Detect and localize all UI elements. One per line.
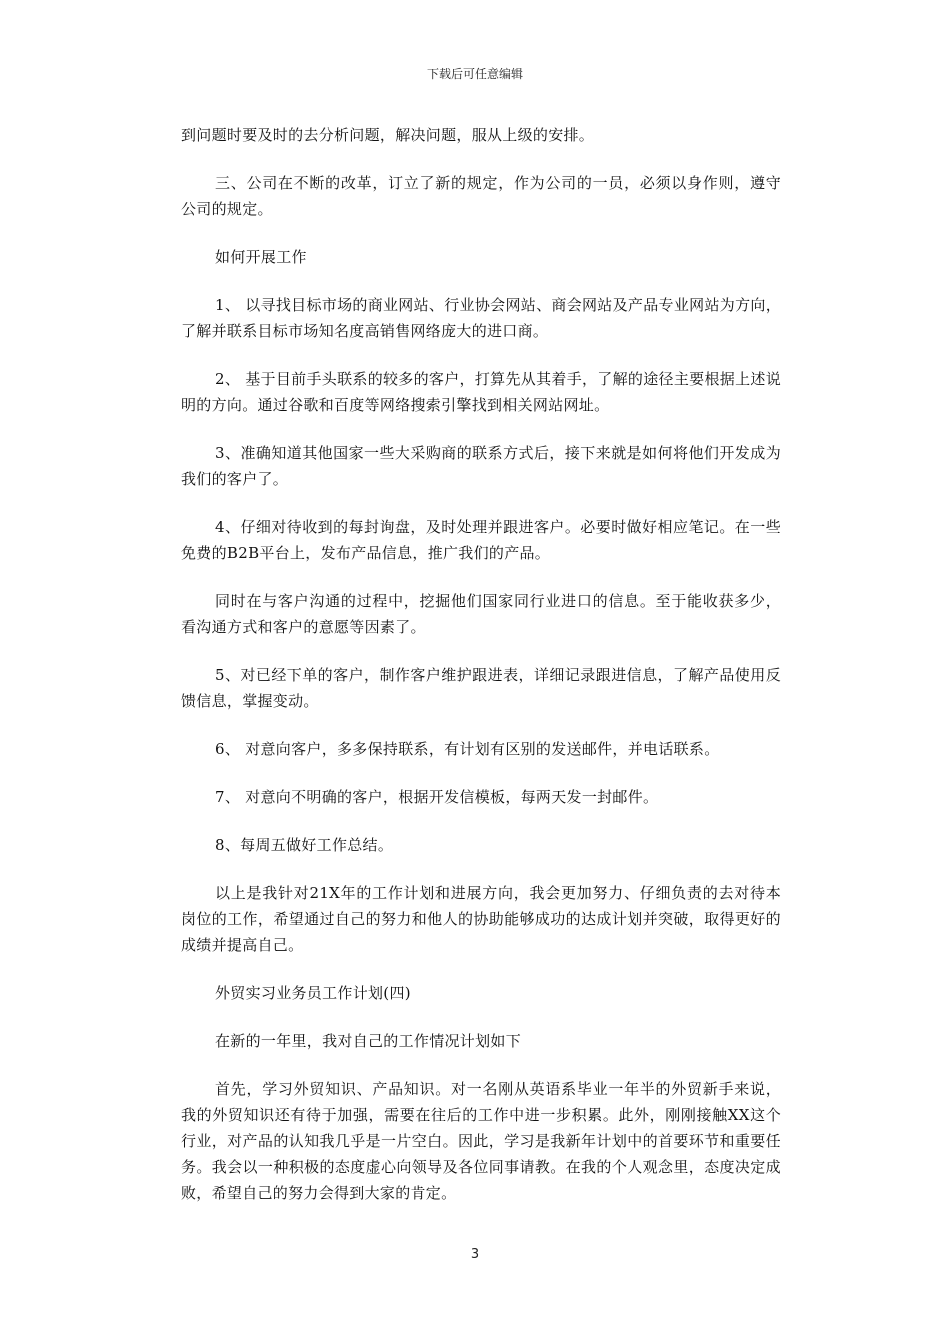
section-title-plan-four: 外贸实习业务员工作计划(四) (215, 984, 411, 1002)
paragraph-summary: 以上是我针对21X年的工作计划和进展方向，我会更加努力、仔细负责的去对待本岗位的工作，希望通过自己的努力和他人的协助能够成功的达成计划并突破，取得更好的成绩并提高自己。 (181, 884, 781, 954)
paragraph-step-3: 3、准确知道其他国家一些大采购商的联系方式后，接下来就是如何将他们开发成为我们的客户了。 (181, 444, 781, 488)
paragraph-step-8: 8、每周五做好工作总结。 (215, 836, 394, 854)
paragraph-step-4: 4、仔细对待收到的每封询盘，及时处理并跟进客户。必要时做好相应笔记。在一些免费的B2B平台上，发布产品信息，推广我们的产品。 (181, 518, 781, 562)
page-number: 3 (470, 1247, 480, 1262)
section-heading-how-to-work: 如何开展工作 (215, 248, 307, 266)
paragraph-step-5: 5、对已经下单的客户，制作客户维护跟进表，详细记录跟进信息，了解产品使用反馈信息，掌握变动。 (181, 666, 781, 710)
paragraph-new-year-intro: 在新的一年里，我对自己的工作情况计划如下 (215, 1032, 522, 1050)
paragraph-continuation: 到问题时要及时的去分析问题，解决问题，服从上级的安排。 (181, 126, 595, 144)
paragraph-first-learning: 首先，学习外贸知识、产品知识。对一名刚从英语系毕业一年半的外贸新手来说，我的外贸知识还有待于加强，需要在往后的工作中进一步积累。此外，刚刚接触XX这个行业，对产品的认知我几乎是一片空白。因此，学习是我新年计划中的首要环节和重要任务。我会以一种积极的态度虚心向领导及各位同事请教。在我的个人观念里，态度决定成败，希望自己的努力会得到大家的肯定。 (181, 1080, 781, 1202)
page-header: 下载后可任意编辑 (426, 67, 523, 81)
paragraph-step-2: 2、 基于目前手头联系的较多的客户，打算先从其着手，了解的途径主要根据上述说明的方向。通过谷歌和百度等网络搜索引擎找到相关网站网址。 (181, 370, 781, 414)
paragraph-step-7: 7、 对意向不明确的客户，根据开发信模板，每两天发一封邮件。 (215, 788, 659, 806)
paragraph-communication: 同时在与客户沟通的过程中，挖掘他们国家同行业进口的信息。至于能收获多少，看沟通方式和客户的意愿等因素了。 (181, 592, 781, 636)
paragraph-item-three: 三、公司在不断的改革，订立了新的规定，作为公司的一员，必须以身作则，遵守公司的规定。 (181, 174, 781, 218)
paragraph-step-6: 6、 对意向客户，多多保持联系，有计划有区别的发送邮件，并电话联系。 (215, 740, 720, 758)
paragraph-step-1: 1、 以寻找目标市场的商业网站、行业协会网站、商会网站及产品专业网站为方向，了解并联系目标市场知名度高销售网络庞大的进口商。 (181, 296, 781, 340)
document-body (181, 122, 781, 1228)
